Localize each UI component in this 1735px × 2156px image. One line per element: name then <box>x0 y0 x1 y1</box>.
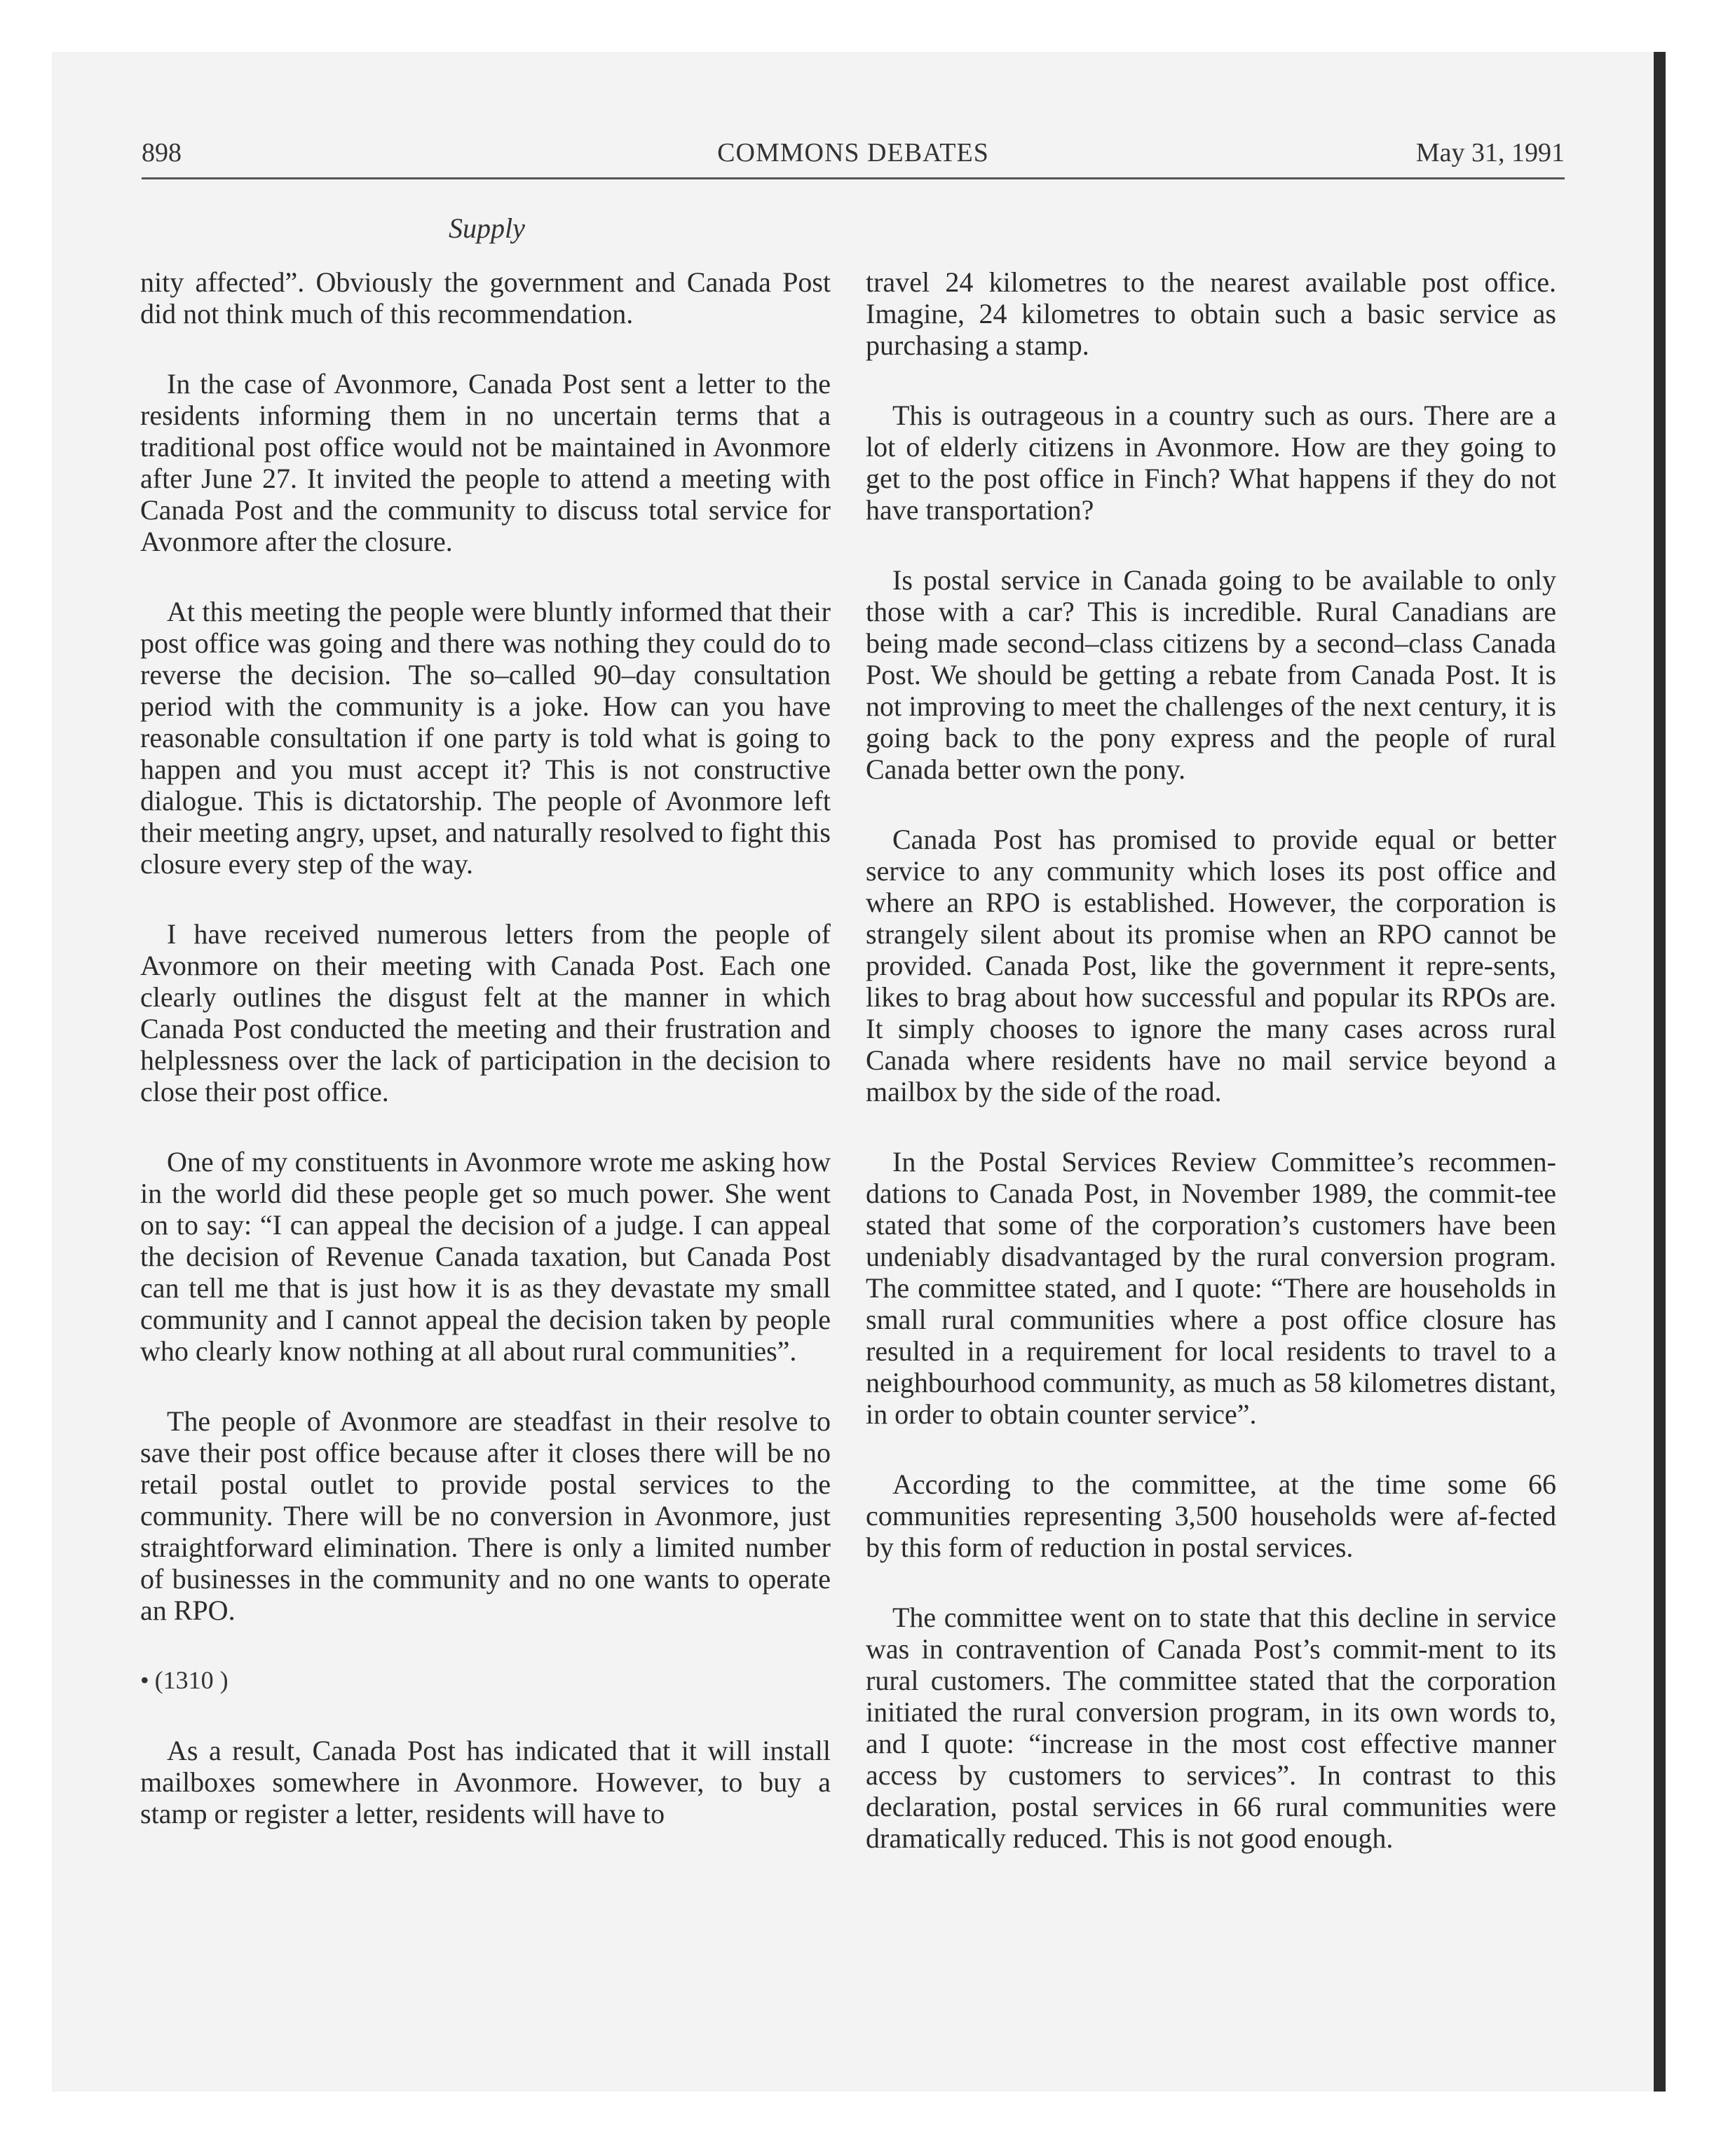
paragraph: In the Postal Services Review Committee’s recommen-dations to Canada Post, in November 1989, the commit-tee stated that some of the corporation’s customers have been undeniably disadvantaged by the rural conversion program. The committee stated, and I quote: “There are households in small rural communities where a post office closure has resulted in a requirement for local residents to travel to a neighbourhood community, as much as 58 kilometres distant, in order to obtain counter service”. <box>866 1146 1556 1430</box>
right-column <box>866 266 1556 1892</box>
paragraph: Canada Post has promised to provide equal or better service to any community which loses its post office and where an RPO is established. However, the corporation is strangely silent about its promise when an RPO cannot be provided. Canada Post, like the government it repre-sents, likes to brag about how successful and popular its RPOs are. It simply chooses to ignore the many cases across rural Canada where residents have no mail service beyond a mailbox by the side of the road. <box>866 824 1556 1107</box>
scan-edge-shadow <box>1654 52 1666 2092</box>
section-label: Supply <box>449 212 525 244</box>
paragraph: nity affected”. Obviously the government and Canada Post did not think much of this recommendation. <box>140 266 831 329</box>
timestamp: (1310 ) <box>154 1666 229 1694</box>
issue-date: May 31, 1991 <box>1415 138 1565 168</box>
paragraph: travel 24 kilometres to the nearest available post office. Imagine, 24 kilometres to obtain such a basic service as purchasing a stamp. <box>866 266 1556 361</box>
paragraph: This is outrageous in a country such as ours. There are a lot of elderly citizens in Avonmore. How are they going to get to the post office in Finch? What happens if they do not have transportation? <box>866 400 1556 526</box>
journal-title: COMMONS DEBATES <box>717 138 989 168</box>
paragraph: As a result, Canada Post has indicated that it will install mailboxes somewhere in Avonmore. However, to buy a stamp or register a letter, residents will have to <box>140 1735 831 1829</box>
paragraph: At this meeting the people were bluntly informed that their post office was going and there was nothing they could do to reverse the decision. The so–called 90–day consultation period with the community is a joke. How can you have reasonable consultation if one party is told what is going to happen and you must accept it? This is not constructive dialogue. This is dictatorship. The people of Avonmore left their meeting angry, upset, and naturally resolved to fight this closure every step of the way. <box>140 596 831 880</box>
page-number: 898 <box>142 138 182 168</box>
page-header <box>142 137 1565 174</box>
header-rule <box>142 177 1565 179</box>
paragraph: I have received numerous letters from the people of Avonmore on their meeting with Canada Post. Each one clearly outlines the disgust felt at the manner in which Canada Post conducted the meeting and their frustration and helplessness over the lack of participation in the decision to close their post office. <box>140 918 831 1107</box>
left-column <box>140 266 831 1868</box>
paragraph: Is postal service in Canada going to be available to only those with a car? This is incredible. Rural Canadians are being made second–class citizens by a second–class Canada Post. We should be getting a rebate from Canada Post. It is not improving to meet the challenges of the next century, it is going back to the pony express and the people of rural Canada better own the pony. <box>866 564 1556 785</box>
paragraph: In the case of Avonmore, Canada Post sent a letter to the residents informing them in no uncertain terms that a traditional post office would not be maintained in Avonmore after June 27. It invited the people to attend a meeting with Canada Post and the community to discuss total service for Avonmore after the closure. <box>140 368 831 557</box>
timestamp-marker <box>140 1665 831 1696</box>
paragraph: The committee went on to state that this decline in service was in contravention of Canada Post’s commit-ment to its rural customers. The committee stated that the corporation initiated the rural conversion program, in its own words to, and I quote: “increase in the most cost effective manner access by customers to services”. In contrast to this declaration, postal services in 66 rural communities were dramatically reduced. This is not good enough. <box>866 1602 1556 1854</box>
paragraph: One of my constituents in Avonmore wrote me asking how in the world did these people get so much power. She went on to say: “I can appeal the decision of a judge. I can appeal the decision of Revenue Canada taxation, but Canada Post can tell me that is just how it is as they devastate my small community and I cannot appeal the decision taken by people who clearly know nothing at all about rural communities”. <box>140 1146 831 1367</box>
paragraph: According to the committee, at the time some 66 communities representing 3,500 households were af-fected by this form of reduction in postal services. <box>866 1468 1556 1563</box>
paragraph: The people of Avonmore are steadfast in their resolve to save their post office because after it closes there will be no retail postal outlet to provide postal services to the community. There will be no conversion in Avonmore, just straightforward elimination. There is only a limited number of businesses in the community and no one wants to operate an RPO. <box>140 1405 831 1626</box>
bullet-icon: • <box>140 1666 149 1694</box>
